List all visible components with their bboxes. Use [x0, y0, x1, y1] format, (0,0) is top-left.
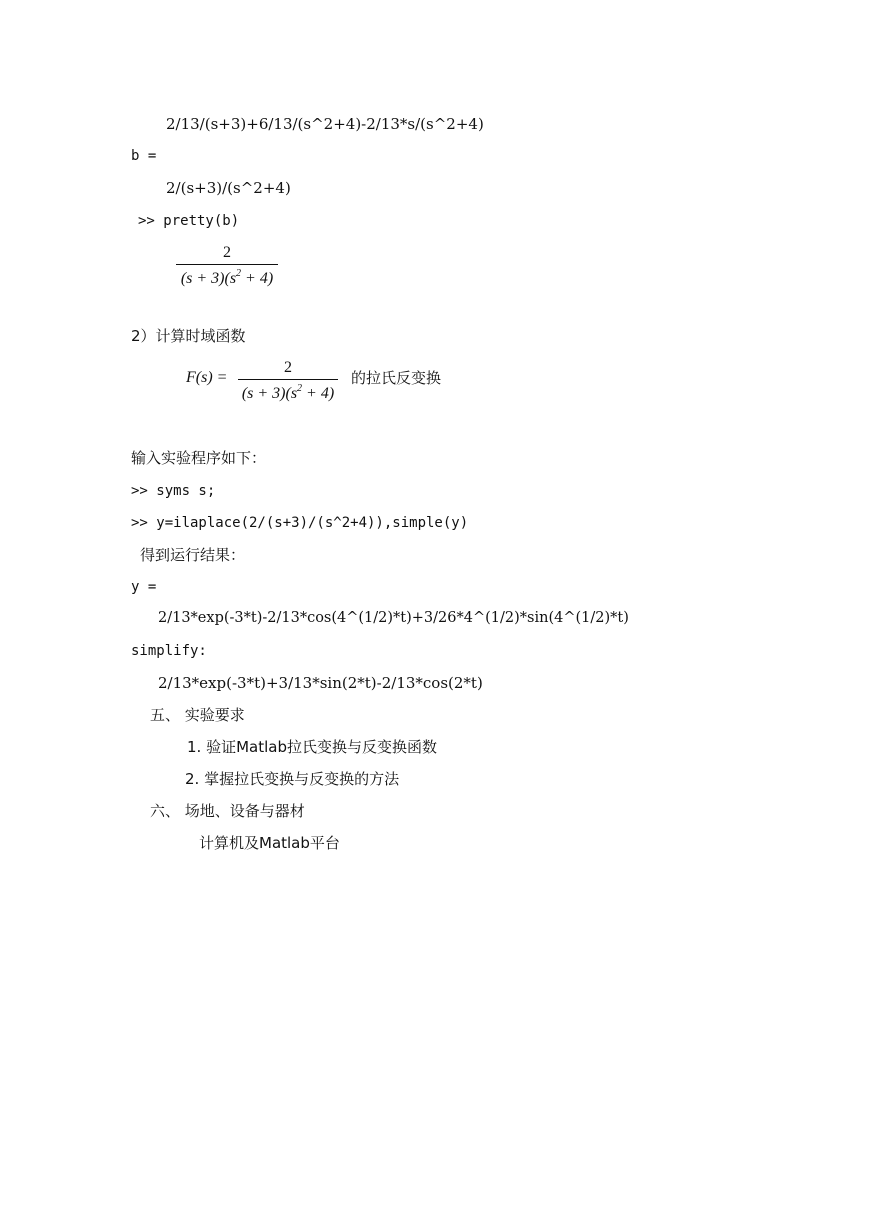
- requirement-item: 1. 验证Matlab拉氏变换与反变换函数: [187, 738, 437, 756]
- code-line-b-label: b =: [131, 148, 157, 164]
- requirement-item: 2. 掌握拉氏变换与反变换的方法: [185, 770, 400, 788]
- formula-lhs: F(s) =: [186, 369, 228, 386]
- y-value: 2/13*exp(-3*t)-2/13*cos(4^(1/2)*t)+3/26*4^(1/2)*sin(4^(1/2)*t): [158, 610, 629, 626]
- formula-suffix: 的拉氏反变换: [351, 369, 442, 387]
- simplify-label: simplify:: [131, 643, 207, 659]
- requirements-heading: 五、 实验要求: [150, 706, 245, 724]
- code-line-result-expansion: 2/13/(s+3)+6/13/(s^2+4)-2/13*s/(s^2+4): [166, 115, 484, 133]
- result-label: 得到运行结果：: [140, 546, 246, 564]
- equipment-text: 计算机及Matlab平台: [199, 834, 340, 852]
- code-line-pretty-command: >> pretty(b): [138, 213, 240, 229]
- code-line-b-value: 2/(s+3)/(s^2+4): [166, 179, 291, 197]
- simplify-value: 2/13*exp(-3*t)+3/13*sin(2*t)-2/13*cos(2*t): [158, 674, 483, 692]
- fraction-bar: [176, 264, 278, 265]
- formula-denominator: $(s + 3)(s^2 + 4)$: [241, 383, 335, 402]
- pretty-denominator: $(s + 3)(s^2 + 4)$: [180, 268, 274, 287]
- program-cmd-ilaplace: >> y=ilaplace(2/(s+3)/(s^2+4)),simple(y): [131, 515, 469, 531]
- pretty-numerator: 2: [223, 244, 231, 261]
- program-intro: 输入实验程序如下：: [131, 449, 267, 467]
- program-cmd-syms: >> syms s;: [131, 483, 216, 499]
- pretty-fraction: [176, 244, 278, 288]
- section2-heading: 2）计算时域函数: [131, 327, 246, 345]
- formula-numerator: 2: [284, 359, 292, 376]
- y-label: y =: [131, 579, 157, 595]
- fraction-bar: [238, 379, 338, 380]
- formula-fraction: [238, 359, 338, 403]
- equipment-heading: 六、 场地、设备与器材: [150, 802, 305, 820]
